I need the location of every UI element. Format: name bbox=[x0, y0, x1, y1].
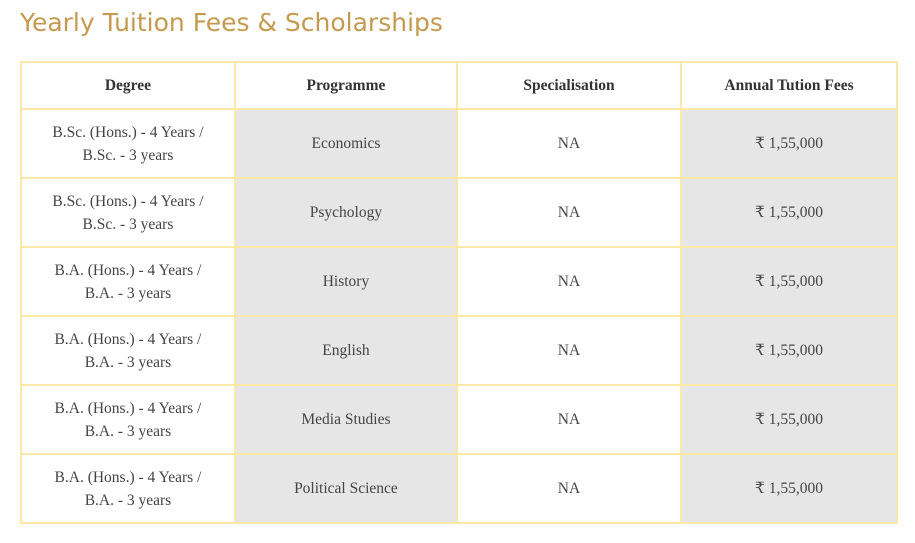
programme-cell: Psychology bbox=[235, 178, 457, 247]
degree-line: B.A. (Hons.) - 4 Years / bbox=[54, 330, 202, 348]
degree-cell bbox=[21, 316, 235, 385]
programme-cell: Economics bbox=[235, 109, 457, 178]
programme-cell: Media Studies bbox=[235, 385, 457, 454]
table-row bbox=[21, 316, 897, 385]
table-row bbox=[21, 109, 897, 178]
table-header-row bbox=[21, 62, 897, 109]
degree-line: B.Sc. (Hons.) - 4 Years / bbox=[52, 123, 204, 141]
table-row bbox=[21, 454, 897, 523]
degree-cell bbox=[21, 178, 235, 247]
degree-line: B.A. - 3 years bbox=[84, 491, 172, 509]
programme-cell: English bbox=[235, 316, 457, 385]
degree-line: B.A. (Hons.) - 4 Years / bbox=[54, 399, 202, 417]
header-programme: Programme bbox=[235, 62, 457, 109]
degree-line: B.A. - 3 years bbox=[84, 284, 172, 302]
header-degree: Degree bbox=[21, 62, 235, 109]
table-row bbox=[21, 385, 897, 454]
table-row bbox=[21, 178, 897, 247]
page-title: Yearly Tuition Fees & Scholarships bbox=[20, 8, 443, 37]
specialisation-cell: NA bbox=[457, 247, 681, 316]
specialisation-cell: NA bbox=[457, 178, 681, 247]
degree-cell bbox=[21, 109, 235, 178]
specialisation-cell: NA bbox=[457, 385, 681, 454]
header-specialisation: Specialisation bbox=[457, 62, 681, 109]
degree-line: B.Sc. - 3 years bbox=[82, 215, 174, 233]
fees-cell: ₹ 1,55,000 bbox=[681, 247, 897, 316]
fees-cell: ₹ 1,55,000 bbox=[681, 178, 897, 247]
programme-cell: Political Science bbox=[235, 454, 457, 523]
table-row bbox=[21, 247, 897, 316]
degree-cell bbox=[21, 385, 235, 454]
fees-cell: ₹ 1,55,000 bbox=[681, 109, 897, 178]
degree-cell bbox=[21, 247, 235, 316]
fees-table bbox=[20, 61, 898, 524]
degree-line: B.A. - 3 years bbox=[84, 422, 172, 440]
degree-line: B.A. (Hons.) - 4 Years / bbox=[54, 468, 202, 486]
programme-cell: History bbox=[235, 247, 457, 316]
specialisation-cell: NA bbox=[457, 454, 681, 523]
specialisation-cell: NA bbox=[457, 109, 681, 178]
degree-line: B.A. (Hons.) - 4 Years / bbox=[54, 261, 202, 279]
fees-cell: ₹ 1,55,000 bbox=[681, 316, 897, 385]
specialisation-cell: NA bbox=[457, 316, 681, 385]
degree-line: B.Sc. - 3 years bbox=[82, 146, 174, 164]
degree-line: B.A. - 3 years bbox=[84, 353, 172, 371]
fees-cell: ₹ 1,55,000 bbox=[681, 385, 897, 454]
header-annual-fees: Annual Tution Fees bbox=[681, 62, 897, 109]
fees-cell: ₹ 1,55,000 bbox=[681, 454, 897, 523]
degree-cell bbox=[21, 454, 235, 523]
degree-line: B.Sc. (Hons.) - 4 Years / bbox=[52, 192, 204, 210]
